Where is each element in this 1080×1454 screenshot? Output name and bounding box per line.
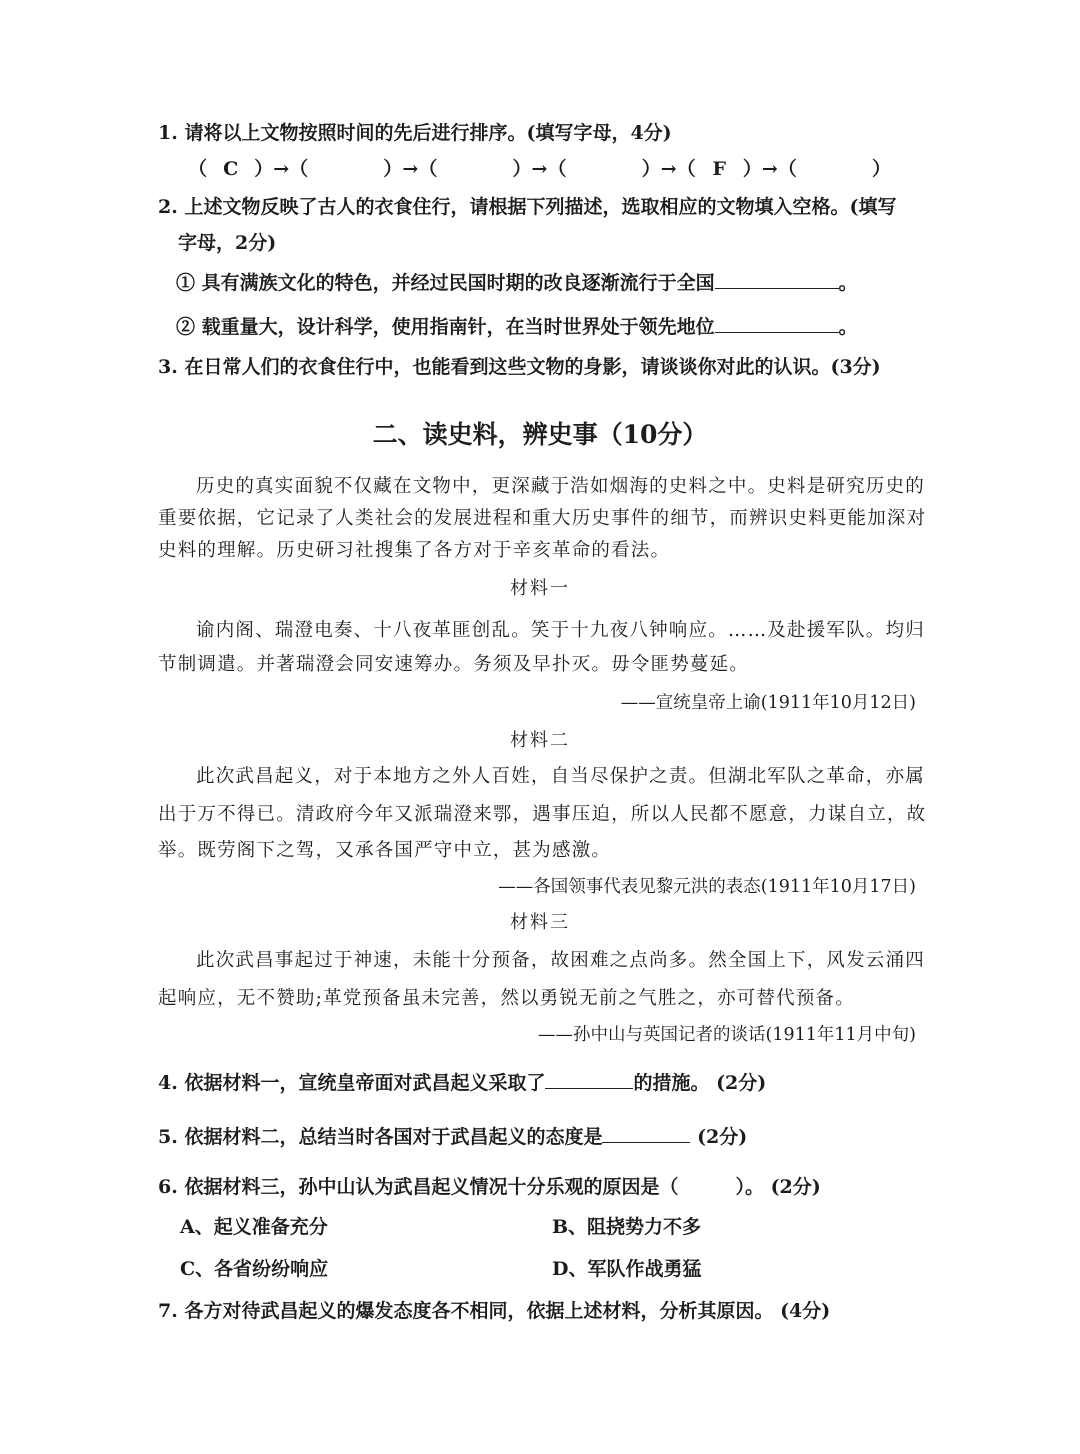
q2-item-1-text: ① 具有满族文化的特色，并经过民国时期的改良逐渐流行于全国 [176,272,715,294]
q6-option-b[interactable]: B、阻挠势力不多 [552,1216,702,1238]
q5-blank[interactable] [602,1122,690,1143]
material-2-line-3: 举。既劳阁下之驾，又承各国严守中立，甚为感激。 [158,840,612,861]
q1-sequence: （ C ）→（ ）→（ ）→（ ）→（ F ）→（ ） [188,158,892,180]
material-1-source: ——宣统皇帝上谕(1911年10月12日) [620,693,916,713]
section-title: 二、读史料，辨史事（10分） [372,420,708,449]
q6-stem: 6. 依据材料三，孙中山认为武昌起义情况十分乐观的原因是（ ）。 (2分) [158,1176,821,1198]
q5-before: 5. 依据材料二，总结当时各国对于武昌起义的态度是 [158,1126,603,1148]
q2-item-2-blank[interactable] [715,312,839,333]
q2-item-2: ② 载重量大，设计科学，使用指南针，在当时世界处于领先地位 。 [176,312,858,340]
material-2-label: 材料二 [510,730,570,751]
q6-option-a[interactable]: A、起义准备充分 [180,1216,328,1238]
material-1-line-2: 节制调遣。并著瑞澄会同安速筹办。务须及早扑灭。毋令匪势蔓延。 [158,654,750,675]
q7-stem: 7. 各方对待武昌起义的爆发态度各不相同，依据上述材料，分析其原因。 (4分) [158,1300,831,1322]
material-3-line-1: 此次武昌事起过于神速，未能十分预备，故困难之点尚多。然全国上下，风发云涌四 [196,950,925,971]
q2-item-2-text: ② 载重量大，设计科学，使用指南针，在当时世界处于领先地位 [176,316,715,338]
q3-stem: 3. 在日常人们的衣食住行中，也能看到这些文物的身影，请谈谈你对此的认识。(3分) [158,356,881,378]
q6-option-c[interactable]: C、各省纷纷响应 [180,1258,329,1280]
q2-stem-line2: 字母，2分) [178,232,277,254]
q4-before: 4. 依据材料一，宣统皇帝面对武昌起义采取了 [158,1072,546,1094]
intro-line-2: 重要依据，它记录了人类社会的发展进程和重大历史事件的细节，而辨识史料更能加深对 [158,508,927,529]
q1-slot-1[interactable]: C [223,158,239,180]
material-3-source: ——孙中山与英国记者的谈话(1911年11月中旬) [538,1025,916,1045]
material-2-source: ——各国领事代表见黎元洪的表态(1911年10月17日) [498,877,916,897]
material-3-label: 材料三 [510,912,570,933]
q1-slot-5[interactable]: F [712,158,726,180]
q6-option-d[interactable]: D、军队作战勇猛 [552,1258,702,1280]
q2-stem-line1: 2. 上述文物反映了古人的衣食住行，请根据下列描述，选取相应的文物填入空格。(填写 [158,196,897,218]
q2-item-1: ① 具有满族文化的特色，并经过民国时期的改良逐渐流行于全国 。 [176,268,858,296]
q1-stem: 1. 请将以上文物按照时间的先后进行排序。(填写字母，4分) [158,122,672,144]
q2-item-1-blank[interactable] [715,268,839,289]
material-2-line-1: 此次武昌起义，对于本地方之外人百姓，自当尽保护之责。但湖北军队之革命，亦属 [196,766,925,787]
material-1-label: 材料一 [510,578,570,599]
material-2-line-2: 出于万不得已。清政府今年又派瑞澄来鄂，遇事压迫，所以人民都不愿意，力谋自立，故 [158,804,927,825]
intro-line-1: 历史的真实面貌不仅藏在文物中，更深藏于浩如烟海的史料之中。史料是研究历史的 [196,476,925,497]
q4-after: 的措施。 (2分) [633,1072,767,1094]
q5 [158,1122,747,1150]
material-3-line-2: 起响应，无不赞助;革党预备虽未完善，然以勇锐无前之气胜之，亦可替代预备。 [158,988,855,1009]
q4 [158,1068,766,1096]
q5-after: (2分) [690,1126,748,1148]
material-1-line-1: 谕内阁、瑞澄电奏、十八夜革匪创乱。笑于十九夜八钟响应。……及赴援军队。均归 [196,620,925,641]
intro-line-3: 史料的理解。历史研习社搜集了各方对于辛亥革命的看法。 [158,540,671,561]
q4-blank[interactable] [545,1068,633,1089]
